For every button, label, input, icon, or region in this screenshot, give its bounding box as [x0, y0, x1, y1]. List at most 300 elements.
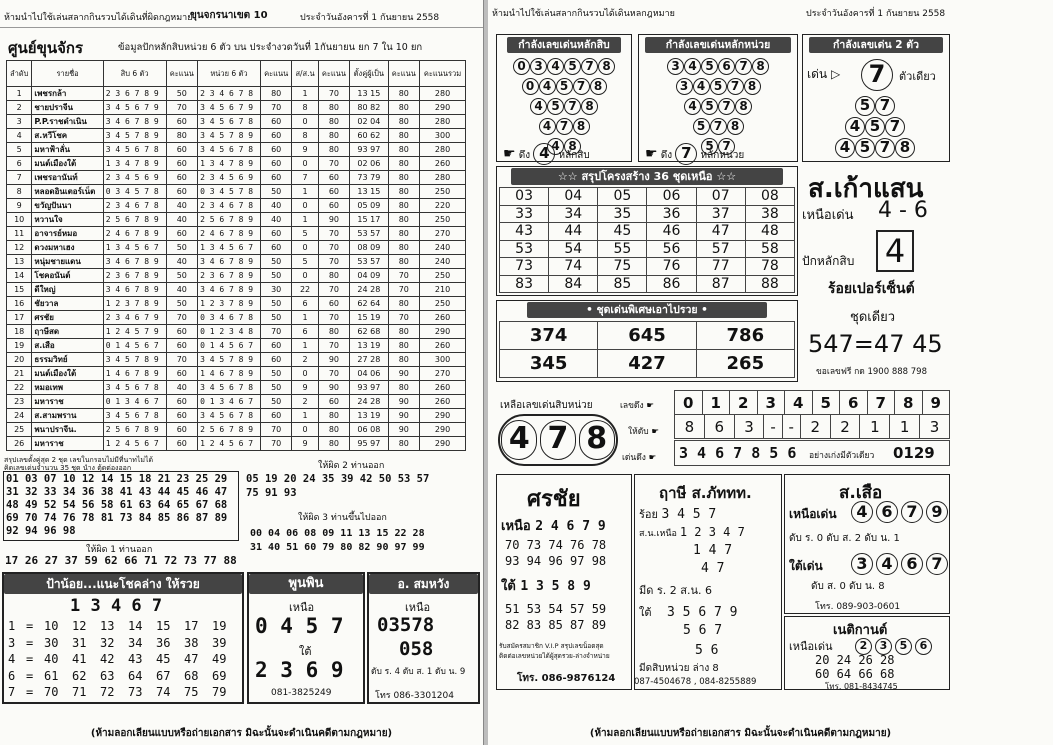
neti-title: เนติกานต์ [833, 623, 888, 638]
digit-cell: 5 [812, 391, 840, 415]
triangle-right-icon: ▷ [830, 67, 841, 81]
table-cell: 50 [260, 311, 292, 325]
grid-cell: 46 [647, 223, 696, 241]
grid-cell: 37 [696, 205, 745, 223]
hit1-numbers: 17 26 27 37 59 62 66 71 72 73 77 88 [5, 554, 237, 567]
table-row [7, 157, 466, 171]
table-cell: 15 17 [350, 213, 388, 227]
table-cell: 95 97 [350, 437, 388, 451]
guide-cell: 47 [184, 652, 199, 666]
guide-cell: 31 [72, 635, 87, 650]
table-cell: หลอดอินเตอร์เน็ต [32, 185, 103, 199]
digit-cell: 9 [922, 391, 950, 415]
table-row [7, 87, 466, 101]
table-cell: มหาราช [32, 395, 103, 409]
guide-cell: = [26, 619, 34, 633]
circled-digit: 7 [885, 117, 905, 137]
digit-cell: 8 [675, 415, 705, 439]
table-cell: 60 [166, 409, 198, 423]
structure-title: ☆☆ สรุปโครงสร้าง 36 ชุดเหนือ ☆☆ [511, 168, 783, 185]
digit-cell: 1 [702, 391, 730, 415]
table-cell: 50 [166, 87, 198, 101]
sornchai-line-3: 51 53 54 57 59 [505, 602, 607, 616]
table-cell: 0 1 3 4 6 7 [103, 395, 166, 409]
table-cell: 70 [318, 87, 350, 101]
table-cell: 3 4 6 7 8 9 [198, 283, 261, 297]
table-cell: เพชรอานันท์ [32, 171, 103, 185]
table-header-cell: ตั้งคู่ผู้เป็น [350, 61, 388, 87]
header-date: ประจำวันอังคารที่ 1 กันยายน 2558 [300, 13, 440, 23]
table-cell: 270 [420, 367, 466, 381]
sornchai-north-value: 2 4 6 7 9 [535, 519, 606, 534]
digit-cell: 2 [800, 415, 830, 439]
poon-south-label: ใต้ [299, 645, 312, 658]
table-cell: 0 [292, 199, 318, 213]
table-cell: 0 [292, 423, 318, 437]
poon-north-value: 0 4 5 7 [255, 614, 344, 638]
table-cell: 24 [7, 409, 32, 423]
table-cell: 1 4 6 7 8 9 [103, 367, 166, 381]
table-cell: 60 [318, 297, 350, 311]
table-cell: 60 [166, 367, 198, 381]
digits-l2-text: ให้ดับ [628, 427, 649, 437]
table-cell: 1 3 4 7 8 9 [103, 157, 166, 171]
table-row [7, 395, 466, 409]
table-cell: 0 1 4 5 6 7 [103, 339, 166, 353]
grid-cell: 76 [647, 258, 696, 276]
circled-digit: 5 [701, 98, 718, 115]
table-row [7, 115, 466, 129]
table-cell: 40 [166, 283, 198, 297]
two-digit-lead [807, 65, 840, 84]
guide-cell: 63 [100, 668, 115, 683]
somwang-north-value: 03578 [377, 614, 435, 636]
table-cell: โชคอนันต์ [32, 269, 103, 283]
table-cell: 80 [388, 171, 420, 185]
table-cell: 0 1 2 3 4 8 [198, 325, 261, 339]
circled-digit: 8 [564, 138, 581, 155]
digits-big-wrap [498, 414, 618, 466]
guide-rows [8, 618, 240, 701]
digit-cell: 2 [830, 415, 860, 439]
table-cell: 0 [292, 367, 318, 381]
table-cell: 290 [420, 423, 466, 437]
table-cell: 260 [420, 339, 466, 353]
table-cell: 50 [260, 185, 292, 199]
table-cell: 220 [420, 199, 466, 213]
table-cell: 80 [388, 199, 420, 213]
grid-cell: 58 [745, 240, 794, 258]
guide-cell: 70 [44, 685, 59, 699]
table-cell: 50 [260, 255, 292, 269]
table-cell: 290 [420, 409, 466, 423]
digits-l3 [622, 450, 656, 464]
circled-digit: 5 [710, 78, 727, 95]
table-cell: 13 19 [350, 409, 388, 423]
grid-cell: 08 [745, 188, 794, 206]
table-cell: 80 [388, 115, 420, 129]
table-cell: 80 [388, 129, 420, 143]
structure-title-text: สรุปโครงสร้าง 36 ชุดเหนือ [581, 170, 713, 183]
table-cell: 50 [166, 241, 198, 255]
circled-digit: 6 [876, 501, 898, 523]
grid-cell: 45 [598, 223, 647, 241]
table-cell: 50 [260, 297, 292, 311]
table-cell: 13 19 [350, 339, 388, 353]
circled-digit: 4 [851, 501, 873, 523]
circled-digit: 8 [752, 58, 769, 75]
table-cell: 50 [260, 367, 292, 381]
table-cell: 0 [292, 115, 318, 129]
table-cell: 1 2 3 7 8 9 [103, 297, 166, 311]
table-cell: 300 [420, 129, 466, 143]
table-cell: 250 [420, 185, 466, 199]
digits-row3-end: 0129 [893, 444, 935, 462]
digit-row [675, 391, 950, 415]
table-cell: 70 [166, 101, 198, 115]
guide-cell: 40 [44, 652, 59, 666]
big-circled-digit: 4 [501, 420, 537, 460]
circled-digit: 0 [513, 58, 530, 75]
triangle-row [639, 55, 797, 75]
poon-phone: 081-3825249 [271, 688, 332, 698]
table-cell: 60 [166, 143, 198, 157]
table-cell: 1 [292, 87, 318, 101]
guide-row [8, 618, 240, 635]
table-cell: หนุ่มชายแดน [32, 255, 103, 269]
table-cell: 02 06 [350, 157, 388, 171]
table-cell: 60 [318, 199, 350, 213]
table-cell: 4 [7, 129, 32, 143]
right-header-warning: ห้ามนำไปใช้เล่นสลากกินรวบได้เดินหลกฎหมาย [492, 9, 675, 19]
tens-triangle [497, 55, 631, 155]
pointing-hand-icon: ☛ [648, 453, 657, 463]
table-cell: 6 [7, 157, 32, 171]
table-cell: 93 97 [350, 143, 388, 157]
pointing-hand-icon: ☛ [645, 146, 658, 162]
neti-line-1: 20 24 26 28 [815, 653, 895, 667]
circled-digit: 8 [581, 98, 598, 115]
table-header-cell: รายชื่อ [32, 61, 103, 87]
grid-row [500, 223, 795, 241]
table-cell: 7 [7, 171, 32, 185]
poon-south-value: 2 3 6 9 [255, 658, 344, 682]
ruesi-line-1 [639, 505, 716, 523]
neti-north-label: เหนือเด่น [789, 640, 833, 653]
table-cell: 93 97 [350, 381, 388, 395]
table-cell: 60 [260, 353, 292, 367]
guide-cell: = [26, 652, 34, 666]
table-cell: 04 09 [350, 269, 388, 283]
triangle-row [497, 75, 631, 95]
table-cell: ขวัญปันนา [32, 199, 103, 213]
suea-south-dab: ดับ ส. 0 ดับ น. 8 [811, 581, 885, 592]
two-digit-big: 7 [861, 59, 893, 91]
circled-digit: 4 [693, 78, 710, 95]
table-cell: 2 5 6 7 8 9 [103, 423, 166, 437]
table-row [7, 241, 466, 255]
table-cell: 1 [292, 311, 318, 325]
triangle-row [803, 137, 947, 158]
table-cell: 60 [260, 339, 292, 353]
table-cell: 2 3 4 5 6 9 [198, 171, 261, 185]
right-header-date: ประจำวันอังคารที่ 1 กันยายน 2558 [806, 9, 946, 19]
grid-cell: 645 [598, 322, 696, 350]
sao-percent: ร้อยเปอร์เซ็นต์ [828, 281, 915, 297]
ruesi-line-5: มีด ร. 2 ส.น. 6 [639, 584, 713, 597]
table-cell: 73 79 [350, 171, 388, 185]
table-row [7, 269, 466, 283]
table-cell: 5 [292, 227, 318, 241]
circled-digit: 3 [851, 553, 873, 575]
poon-north-label: เหนือ [289, 601, 315, 614]
digits-l1-text: เลขดึง [620, 401, 644, 411]
table-row [7, 353, 466, 367]
guide-cell: 61 [44, 668, 59, 683]
triangle-row [497, 95, 631, 115]
grid-cell: 73 [500, 258, 549, 276]
sornchai-phone: โทร. 086-9876124 [517, 673, 616, 684]
grid-cell: 55 [598, 240, 647, 258]
table-cell: 15 19 [350, 311, 388, 325]
digits-row-1 [674, 390, 950, 415]
ruesi-line-9: มีดสิบหน่วย ล่าง 8 [639, 663, 719, 674]
grid-row [500, 205, 795, 223]
table-cell: 1 2 3 7 8 9 [198, 297, 261, 311]
table-cell: 90 [388, 409, 420, 423]
table-header-cell: คะแนน [166, 61, 198, 87]
tens-final-digit: 4 [533, 143, 555, 165]
pointing-hand-icon: ☛ [651, 427, 659, 437]
table-cell: 60 [260, 241, 292, 255]
table-row [7, 325, 466, 339]
table-cell: 11 [7, 227, 32, 241]
circled-digit: 7 [735, 58, 752, 75]
units-final-row [645, 143, 744, 165]
units-final-digit: 7 [675, 143, 697, 165]
table-cell: 80 82 [350, 101, 388, 115]
table-cell: 0 3 4 5 7 8 [198, 185, 261, 199]
ruesi-title: ฤาษี ส.ภัททท. [659, 484, 752, 502]
circled-digit: 5 [701, 58, 718, 75]
table-cell: 210 [420, 283, 466, 297]
digit-row [675, 415, 950, 439]
sornchai-line-2: 93 94 96 97 98 [505, 554, 607, 568]
circled-digit: 5 [547, 98, 564, 115]
circled-digit: 4 [530, 98, 547, 115]
table-cell: 80 [388, 157, 420, 171]
grid-cell: 86 [647, 275, 696, 293]
ruesi-box [634, 474, 782, 690]
guide-row [8, 635, 240, 652]
summary-grid-box [3, 471, 239, 541]
circled-digit: 7 [875, 138, 895, 158]
digit-cell: 3 [920, 415, 950, 439]
somwang-north-value2: 058 [399, 638, 434, 660]
table-cell: 50 [260, 381, 292, 395]
grid-row [500, 258, 795, 276]
table-cell: 3 4 5 6 7 8 [198, 115, 261, 129]
circled-digit: 4 [547, 138, 564, 155]
table-cell: 60 [166, 227, 198, 241]
sao-pak-label: ปักหลักสิบ [802, 254, 855, 268]
guide-title: ป้าน้อย...แนะโชคล่าง ให้รวย [4, 574, 242, 594]
suea-south-digits [851, 553, 951, 575]
table-cell: 70 [318, 339, 350, 353]
table-cell: 80 [318, 101, 350, 115]
table-cell: 60 [166, 395, 198, 409]
digits-row-3 [674, 440, 950, 466]
ruesi-l1-label: ร้อย [639, 508, 658, 521]
table-cell: 40 [260, 213, 292, 227]
guide-cell: 43 [128, 652, 143, 666]
table-cell: 9 [7, 199, 32, 213]
table-cell: 6 [292, 325, 318, 339]
somwang-north-label: เหนือ [405, 601, 431, 614]
table-row [7, 143, 466, 157]
table-header-cell: สิบ 6 ตัว [103, 61, 166, 87]
table-row [7, 437, 466, 451]
guide-cell: 7 [8, 685, 16, 699]
circled-digit: 3 [667, 58, 684, 75]
grid-row [500, 275, 795, 293]
circled-digit: 4 [845, 117, 865, 137]
guide-cell: 12 [72, 619, 87, 633]
tens-post-label: หลักสิบ [558, 150, 590, 161]
sornchai-south-label: ใต้ [501, 579, 516, 594]
grid-cell: 57 [696, 240, 745, 258]
circled-digit: 3 [530, 58, 547, 75]
guide-row [8, 668, 240, 685]
table-cell: 3 4 5 6 7 8 [198, 409, 261, 423]
table-cell: 24 28 [350, 283, 388, 297]
circled-digit: 7 [573, 78, 590, 95]
circled-digit: 7 [556, 118, 573, 135]
hit2-label: ให้ผิด 2 ท่านออก [318, 461, 385, 471]
digits-label: เหลือเลขเด่นสิบหน่วย [500, 400, 593, 411]
suea-box [784, 474, 950, 614]
suea-north-dab: ดับ ร. 0 ดับ ส. 2 ดับ น. 1 [789, 533, 900, 544]
grid-cell: 43 [500, 223, 549, 241]
table-cell: 2 3 4 6 7 9 [103, 311, 166, 325]
digits-l3-text: เด่นดึง [622, 453, 646, 463]
grid-cell: 53 [500, 240, 549, 258]
circled-digit: 3 [676, 78, 693, 95]
ruesi-l6-value: 3 5 6 7 9 [667, 605, 738, 620]
two-digit-box [802, 34, 950, 162]
grid-cell: 04 [549, 188, 598, 206]
guide-cell: 30 [44, 635, 59, 650]
ruesi-l2-label: ส.น.เหนือ [639, 529, 677, 539]
suea-north-digits [851, 501, 951, 523]
table-cell: 70 [388, 283, 420, 297]
table-cell: 70 [318, 283, 350, 297]
guide-cell: 74 [156, 685, 171, 699]
table-cell: ส.เสือ [32, 339, 103, 353]
triangle-row [497, 115, 631, 135]
table-cell: 2 4 6 7 8 9 [103, 227, 166, 241]
table-cell: 62 68 [350, 325, 388, 339]
circled-digit: 6 [901, 553, 923, 575]
two-digit-tail: ตัวเดียว [899, 70, 936, 83]
table-cell: 280 [420, 115, 466, 129]
summary-note-1: สรุปเลขตั้งคู่สุด 2 ชุด เลขในกรอบไม่มีที่นาทไม่ได้ [4, 456, 154, 464]
grid-cell: 07 [696, 188, 745, 206]
table-cell: 3 4 6 7 8 9 [103, 115, 166, 129]
table-cell: 60 [166, 325, 198, 339]
table-cell: เพชรกล้า [32, 87, 103, 101]
neti-phone: โทร. 081-8434745 [825, 682, 898, 691]
table-cell: ดีใหญ่ [32, 283, 103, 297]
table-cell: พนาปราจีน. [32, 423, 103, 437]
table-row [7, 339, 466, 353]
table-cell: 62 64 [350, 297, 388, 311]
circled-digit: 5 [693, 118, 710, 135]
table-cell: 70 [260, 437, 292, 451]
table-cell: 260 [420, 157, 466, 171]
ruesi-l1-value: 3 4 5 7 [661, 507, 717, 522]
guide-cell: 68 [184, 668, 199, 683]
circled-digit: 8 [895, 138, 915, 158]
ruesi-line-6 [639, 603, 737, 621]
two-digit-triangle [803, 95, 947, 158]
big-circled-digit: 7 [540, 420, 576, 460]
sornchai-box [496, 474, 632, 690]
table-cell: 22 [7, 381, 32, 395]
structure-grid [499, 187, 795, 293]
table-cell: 280 [420, 87, 466, 101]
digit-cell: 3 [757, 391, 785, 415]
table-cell: 1 [292, 409, 318, 423]
ruesi-line-2 [639, 525, 745, 540]
hit1-label: ให้ผิด 1 ท่านออก [86, 545, 153, 555]
grid-cell: 74 [549, 258, 598, 276]
grid-cell: 33 [500, 205, 549, 223]
table-cell: 3 4 6 7 8 9 [198, 255, 261, 269]
suea-south-label: ใต้เด่น [789, 559, 823, 573]
prediction-table [6, 60, 466, 451]
table-cell: 1 2 4 5 6 7 [198, 437, 261, 451]
table-header-cell: คะแนน [388, 61, 420, 87]
table-cell: 70 [318, 367, 350, 381]
table-cell: 250 [420, 297, 466, 311]
table-cell: 70 [166, 353, 198, 367]
table-row [7, 199, 466, 213]
table-cell: 260 [420, 381, 466, 395]
triangle-row [639, 75, 797, 95]
table-cell: 20 [7, 353, 32, 367]
table-cell: 1 2 4 5 7 9 [103, 325, 166, 339]
table-cell: 70 [318, 241, 350, 255]
circled-digit: 8 [590, 78, 607, 95]
table-cell: 16 [7, 297, 32, 311]
circled-digit: 4 [684, 58, 701, 75]
poon-box [247, 572, 365, 704]
table-cell: 53 57 [350, 227, 388, 241]
guide-cell: 45 [156, 652, 171, 666]
digits-l1 [620, 398, 654, 412]
sornchai-lines-2 [505, 601, 606, 633]
table-cell: 60 [318, 185, 350, 199]
table-cell: 290 [420, 437, 466, 451]
guide-top-digits: 1 3 4 6 7 [70, 596, 163, 616]
table-cell: 6 [292, 297, 318, 311]
table-cell: 30 [260, 283, 292, 297]
table-cell: 0 1 3 4 6 7 [198, 395, 261, 409]
units-pre-label: ดึง [660, 150, 673, 161]
circled-digit: 7 [710, 118, 727, 135]
table-cell: 280 [420, 171, 466, 185]
